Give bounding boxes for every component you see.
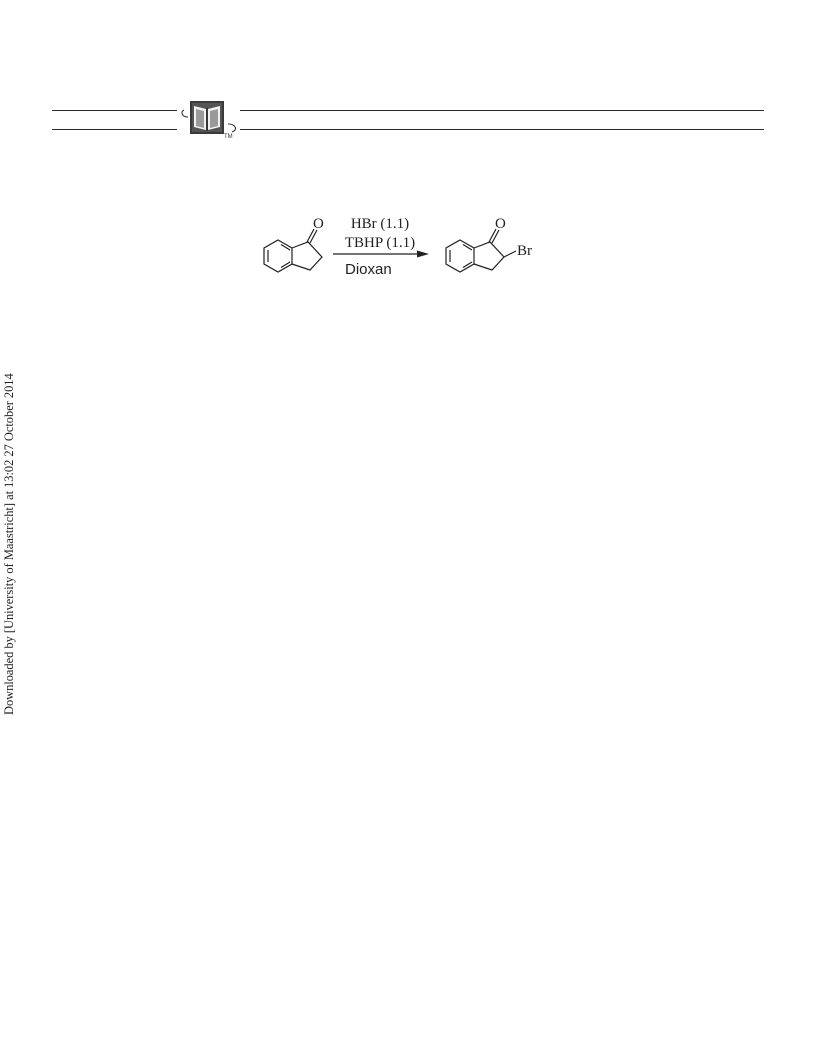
publisher-book-logo-icon [178,98,240,140]
solvent-label: Dioxan [345,261,392,278]
reaction-scheme [250,208,550,288]
reactant-carbonyl-oxygen: O [313,216,324,232]
header-rule-left-top [52,110,177,111]
reactant-indanone [264,229,322,272]
reaction-arrow [333,251,429,258]
trademark-mark: TM [224,134,233,140]
reagent-tbhp: TBHP (1.1) [344,235,416,251]
publisher-logo [178,98,240,140]
download-stamp: Downloaded by [University of Maastricht] at 13:02 27 October 2014 [2,373,16,715]
reagent-hbr: HBr (1.1) [350,216,410,232]
product-bromine-label: Br [517,243,532,259]
header-rule-right-bottom [240,129,764,130]
header-rule-right-top [240,110,764,111]
product-bromoindanone [446,229,516,272]
product-carbonyl-oxygen: O [495,216,506,232]
reaction-scheme-drawing [250,208,550,288]
header-rule-left-bottom [52,129,177,130]
